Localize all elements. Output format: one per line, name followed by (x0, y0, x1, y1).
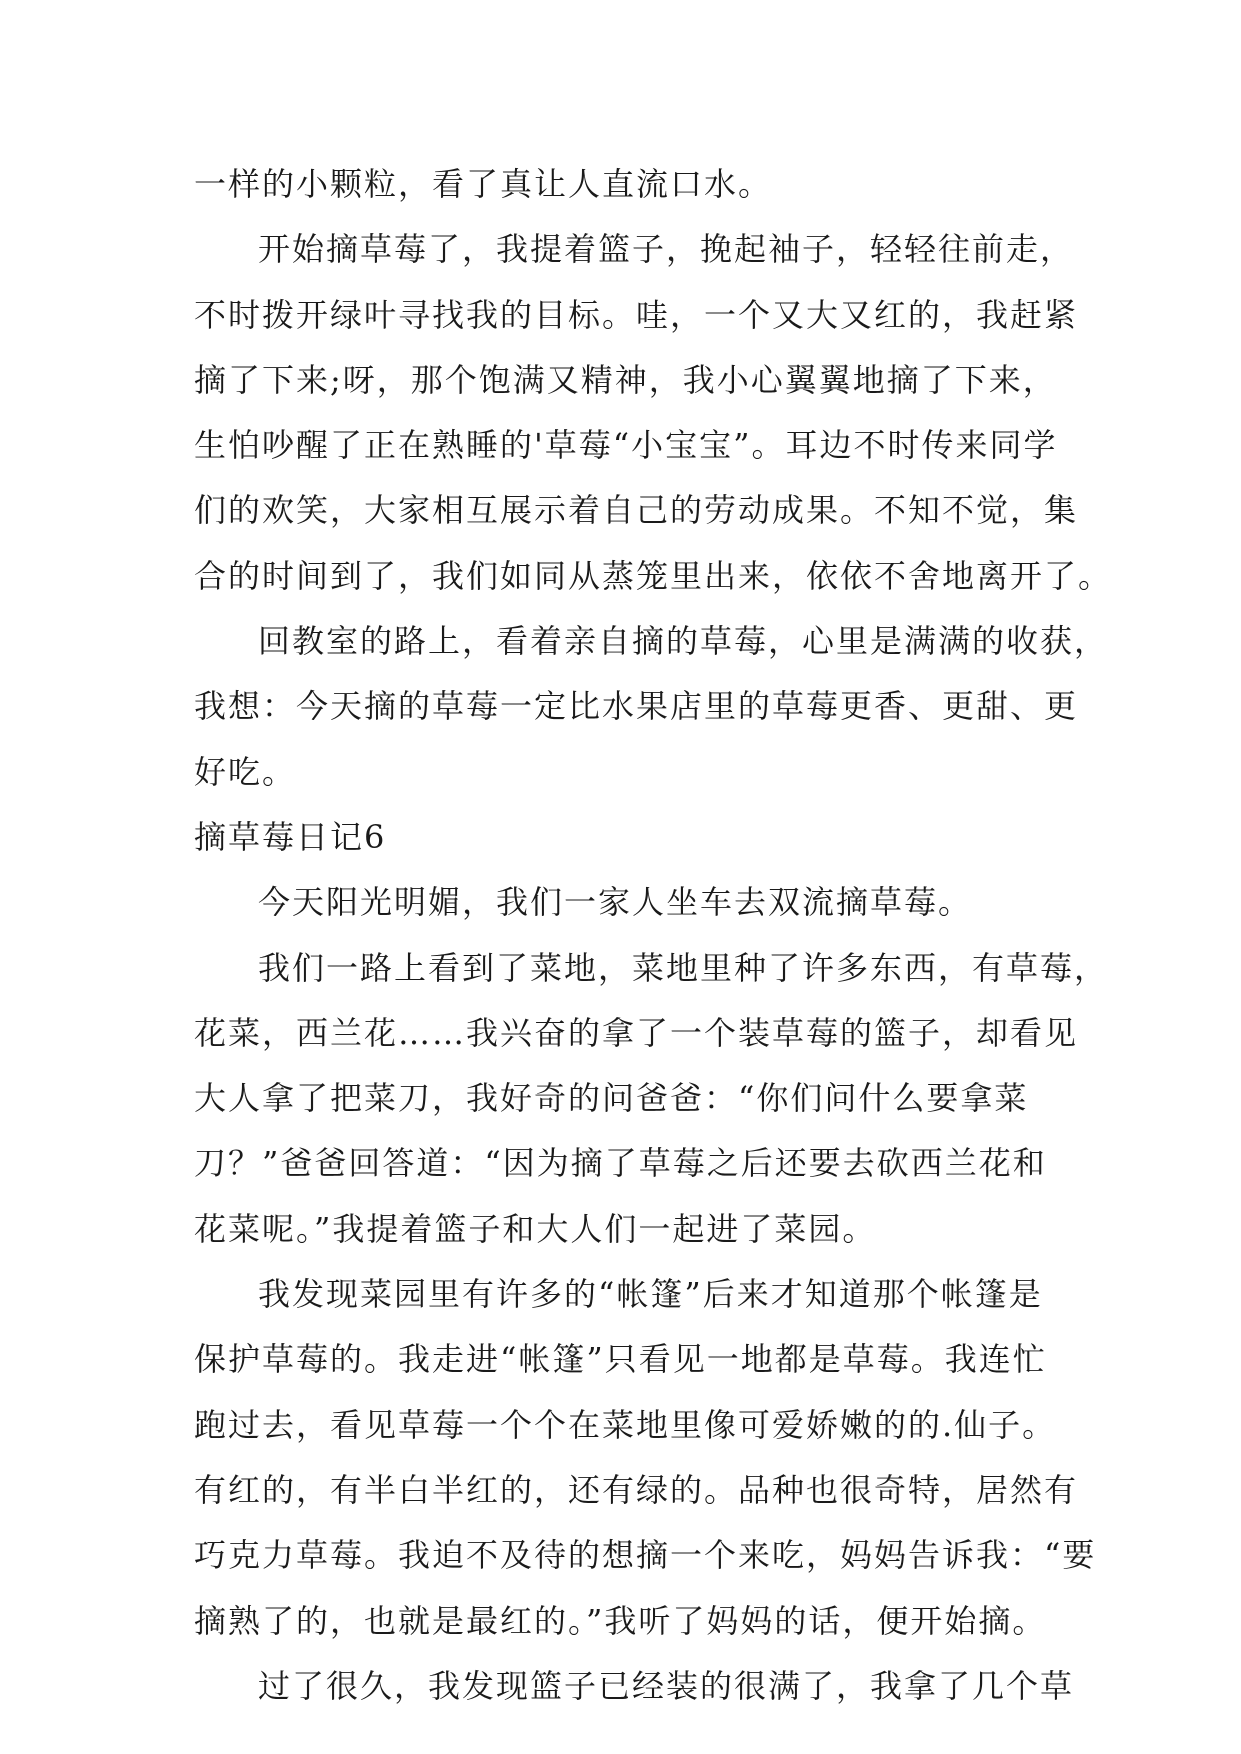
text-line: 刀？”爸爸回答道：“因为摘了草莓之后还要去砍西兰花和 (194, 1144, 1047, 1183)
text-line: 摘熟了的，也就是最红的。”我听了妈妈的话，便开始摘。 (194, 1601, 1047, 1640)
document-body (194, 152, 1113, 1719)
text-line: 保护草莓的。我走进“帐篷”只看见一地都是草莓。我连忙 (194, 1340, 1047, 1379)
text-line: 好吃。 (194, 752, 297, 791)
text-line: 跑过去，看见草莓一个个在菜地里像可爱娇嫩的的.仙子。 (194, 1405, 1057, 1444)
text-line: 不时拨开绿叶寻找我的目标。哇，一个又大又红的，我赶紧 (194, 295, 1079, 334)
text-line: 过了很久，我发现篮子已经装的很满了，我拿了几个草 (258, 1666, 1075, 1705)
text-line: 开始摘草莓了，我提着篮子，挽起袖子，轻轻往前走， (258, 230, 1075, 269)
text-line: 花菜呢。”我提着篮子和大人们一起进了菜园。 (194, 1209, 877, 1248)
text-line: 有红的，有半白半红的，还有绿的。品种也很奇特，居然有 (194, 1470, 1079, 1509)
text-line: 我们一路上看到了菜地，菜地里种了许多东西，有草莓， (258, 948, 1109, 987)
text-line: 今天阳光明媚，我们一家人坐车去双流摘草莓。 (258, 883, 973, 922)
text-line: 一样的小颗粒，看了真让人直流口水。 (194, 165, 773, 203)
text-line: 回教室的路上，看着亲自摘的草莓，心里是满满的收获， (258, 622, 1109, 661)
text-line: 摘了下来;呀，那个饱满又精神，我小心翼翼地摘了下来， (194, 360, 1057, 399)
text-line: 我想：今天摘的草莓一定比水果店里的草莓更香、更甜、更 (194, 687, 1079, 726)
section-heading: 摘草莓日记6 (194, 817, 387, 856)
text-line: 我发现菜园里有许多的“帐篷”后来才知道那个帐篷是 (258, 1275, 1043, 1314)
text-line: 生怕吵醒了正在熟睡的'草莓“小宝宝”。耳边不时传来同学 (194, 426, 1058, 465)
text-line: 合的时间到了，我们如同从蒸笼里出来，依依不舍地离开了。 (194, 556, 1113, 595)
text-line: 大人拿了把菜刀，我好奇的问爸爸：“你们问什么要拿菜 (194, 1079, 1029, 1118)
text-line: 们的欢笑，大家相互展示着自己的劳动成果。不知不觉，集 (194, 491, 1079, 530)
text-line: 巧克力草莓。我迫不及待的想摘一个来吃，妈妈告诉我：“要 (194, 1536, 1097, 1575)
text-line: 花菜，西兰花……我兴奋的拿了一个装草莓的篮子，却看见 (194, 1013, 1079, 1052)
